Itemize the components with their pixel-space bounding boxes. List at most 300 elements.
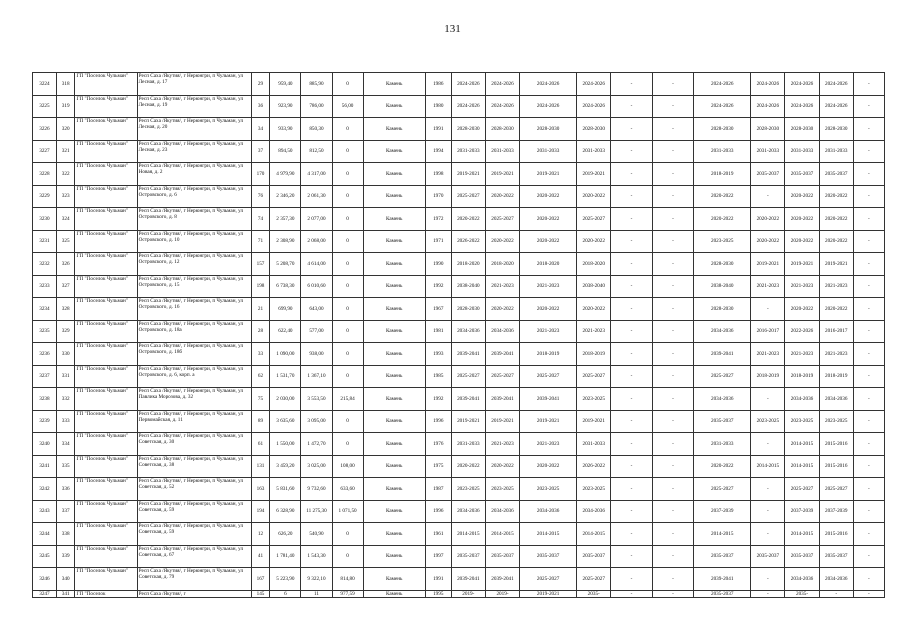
cell-no: 329	[56, 320, 75, 343]
cell-id: 3243	[33, 500, 57, 523]
cell-y5: 2035-2037	[694, 410, 751, 433]
cell-y4: 2023-2025	[577, 478, 611, 501]
cell-mat: Камень	[363, 590, 425, 597]
cell-y4: 2031-2033	[577, 140, 611, 163]
cell-d1: -	[611, 298, 652, 321]
cell-y4: 2020-2022	[577, 298, 611, 321]
cell-id: 3233	[33, 275, 57, 298]
cell-y6: 2018-2019	[751, 365, 785, 388]
cell-org: ГП "Поселок Чульман"	[75, 545, 137, 568]
cell-id: 3238	[33, 388, 57, 411]
table-row	[33, 433, 885, 456]
table-row	[33, 253, 885, 276]
cell-d2: -	[652, 455, 693, 478]
cell-y2: 2019-2021	[485, 410, 519, 433]
cell-y4: 2034-2036	[577, 500, 611, 523]
cell-mat: Камень	[363, 73, 425, 96]
cell-e: -	[853, 343, 884, 366]
cell-year: 1991	[425, 118, 451, 141]
cell-d1: -	[611, 410, 652, 433]
cell-d1: -	[611, 118, 652, 141]
cell-c4: 0	[332, 410, 363, 433]
cell-org: ГП "Поселок	[75, 590, 137, 597]
cell-c1: 194	[251, 500, 270, 523]
cell-c4: 0	[332, 118, 363, 141]
table-row	[33, 500, 885, 523]
cell-y3: 2035-2037	[520, 545, 577, 568]
cell-y3: 2031-2033	[520, 140, 577, 163]
cell-e: -	[853, 320, 884, 343]
cell-y8: 2020-2022	[819, 298, 853, 321]
cell-d1: -	[611, 73, 652, 96]
cell-c4: 814,80	[332, 568, 363, 591]
cell-d2: -	[652, 590, 693, 597]
cell-d1: -	[611, 433, 652, 456]
cell-d1: -	[611, 163, 652, 186]
cell-y4: 2018-2019	[577, 343, 611, 366]
cell-y6: 2024-2026	[751, 73, 785, 96]
cell-y7: 2020-2022	[785, 208, 819, 231]
cell-d1: -	[611, 320, 652, 343]
cell-mat: Камень	[363, 455, 425, 478]
cell-y1: 2034-2036	[451, 320, 485, 343]
cell-y3: 2024-2026	[520, 73, 577, 96]
cell-d2: -	[652, 140, 693, 163]
cell-c4: 108,00	[332, 455, 363, 478]
cell-addr: Респ Саха /Якутия/, г Нерюнгри, п Чульман, ул Островского, д. 8	[137, 208, 251, 231]
cell-y8: 2016-2017	[819, 320, 853, 343]
cell-d1: -	[611, 230, 652, 253]
cell-id: 3235	[33, 320, 57, 343]
cell-y8: 2023-2025	[819, 410, 853, 433]
cell-mat: Камень	[363, 568, 425, 591]
cell-addr: Респ Саха /Якутия/, г Нерюнгри, п Чульман, ул Островского, д. 6, корп. а	[137, 365, 251, 388]
cell-y2: 2020-2022	[485, 185, 519, 208]
cell-org: ГП "Поселок Чульман"	[75, 365, 137, 388]
cell-c4: 1 071,50	[332, 500, 363, 523]
cell-id: 3226	[33, 118, 57, 141]
cell-y2: 2019-2021	[485, 163, 519, 186]
cell-addr: Респ Саха /Якутия/, г Нерюнгри, п Чульман, ул Советская, д. 59	[137, 523, 251, 546]
cell-y2: 2028-2030	[485, 118, 519, 141]
cell-c4: 977,59	[332, 590, 363, 597]
cell-d1: -	[611, 253, 652, 276]
cell-y1: 2025-2027	[451, 365, 485, 388]
cell-e: -	[853, 230, 884, 253]
cell-addr: Респ Саха /Якутия/, г Нерюнгри, п Чульман, ул Островского, д. 12	[137, 253, 251, 276]
cell-y6: -	[751, 185, 785, 208]
cell-y5: 2038-2040	[694, 275, 751, 298]
cell-y1: 2026-2022	[451, 230, 485, 253]
cell-y7: 2035-2037	[785, 545, 819, 568]
table-row	[33, 388, 885, 411]
cell-y8: 2019-2021	[819, 253, 853, 276]
cell-org: ГП "Поселок Чульман"	[75, 478, 137, 501]
cell-c2: 1 781,40	[270, 545, 301, 568]
cell-y1: 2020-2022	[451, 455, 485, 478]
cell-c2: 622,40	[270, 320, 301, 343]
cell-id: 3232	[33, 253, 57, 276]
cell-e: -	[853, 433, 884, 456]
cell-y8: 2028-2030	[819, 118, 853, 141]
cell-e: -	[853, 568, 884, 591]
cell-d2: -	[652, 343, 693, 366]
cell-mat: Камень	[363, 343, 425, 366]
cell-y7: 2035-	[785, 590, 819, 597]
cell-c3: 9 322,10	[301, 568, 332, 591]
cell-e: -	[853, 298, 884, 321]
cell-y4: 2025-2027	[577, 568, 611, 591]
cell-y8: 2020-2022	[819, 230, 853, 253]
cell-c4: 0	[332, 545, 363, 568]
cell-y1: 2038-2040	[451, 275, 485, 298]
cell-c4: 0	[332, 320, 363, 343]
cell-addr: Респ Саха /Якутия/, г Нерюнгри, п Чульман, ул Островского, д. 10	[137, 230, 251, 253]
cell-y3: 2020-2022	[520, 298, 577, 321]
cell-e: -	[853, 253, 884, 276]
cell-year: 1992	[425, 275, 451, 298]
cell-no: 324	[56, 208, 75, 231]
cell-no: 336	[56, 478, 75, 501]
cell-d2: -	[652, 118, 693, 141]
cell-y2: 2023-2025	[485, 478, 519, 501]
cell-c4: 0	[332, 523, 363, 546]
cell-d1: -	[611, 275, 652, 298]
cell-c2: 1 090,00	[270, 343, 301, 366]
cell-c2: 5 831,60	[270, 478, 301, 501]
cell-y8: -	[819, 590, 853, 597]
cell-e: -	[853, 455, 884, 478]
cell-org: ГП "Поселок Чульман"	[75, 455, 137, 478]
cell-id: 3236	[33, 343, 57, 366]
cell-y6: -	[751, 523, 785, 546]
cell-c1: 74	[251, 208, 270, 231]
cell-c4: 0	[332, 185, 363, 208]
cell-y7: 2034-2036	[785, 388, 819, 411]
cell-y4: 2014-2015	[577, 523, 611, 546]
cell-org: ГП "Поселок Чульман"	[75, 73, 137, 96]
cell-d1: -	[611, 95, 652, 118]
cell-c1: 29	[251, 73, 270, 96]
cell-e: -	[853, 73, 884, 96]
cell-y1: 2024-2026	[451, 73, 485, 96]
cell-c3: 2 061,30	[301, 185, 332, 208]
cell-c2: 959,40	[270, 73, 301, 96]
cell-d2: -	[652, 163, 693, 186]
cell-d1: -	[611, 388, 652, 411]
cell-y4: 2031-2033	[577, 433, 611, 456]
cell-y5: 2039-2041	[694, 343, 751, 366]
cell-addr: Респ Саха /Якутия/, г Нерюнгри, п Чульман, ул Советская, д. 79	[137, 568, 251, 591]
table-row	[33, 298, 885, 321]
cell-c3: 1 367,10	[301, 365, 332, 388]
cell-y5: 2035-2037	[694, 545, 751, 568]
cell-y8: 2018-2019	[819, 365, 853, 388]
cell-y3: 2023-2025	[520, 478, 577, 501]
cell-org: ГП "Поселок Чульман"	[75, 118, 137, 141]
table-row	[33, 410, 885, 433]
cell-c1: 131	[251, 455, 270, 478]
cell-d2: -	[652, 568, 693, 591]
cell-c3: 4 614,00	[301, 253, 332, 276]
cell-c1: 167	[251, 568, 270, 591]
cell-org: ГП "Поселок Чульман"	[75, 343, 137, 366]
cell-y8: 2020-2022	[819, 185, 853, 208]
cell-y7: 2037-2039	[785, 500, 819, 523]
cell-id: 3229	[33, 185, 57, 208]
cell-y2: 2025-2027	[485, 208, 519, 231]
cell-y8: 2015-2016	[819, 433, 853, 456]
cell-c2: 6 328,90	[270, 500, 301, 523]
cell-year: 1961	[425, 523, 451, 546]
cell-y1: 2020-2022	[451, 208, 485, 231]
cell-year: 1995	[425, 590, 451, 597]
cell-y4: 2023-2025	[577, 388, 611, 411]
table-row	[33, 320, 885, 343]
cell-y1: 2039-2041	[451, 388, 485, 411]
cell-org: ГП "Поселок Чульман"	[75, 95, 137, 118]
cell-y6: 2028-2030	[751, 118, 785, 141]
cell-c2: 2 030,00	[270, 388, 301, 411]
cell-y4: 2028-2030	[577, 118, 611, 141]
cell-mat: Камень	[363, 500, 425, 523]
cell-d1: -	[611, 365, 652, 388]
cell-id: 3228	[33, 163, 57, 186]
cell-org: ГП "Поселок Чульман"	[75, 140, 137, 163]
cell-c4: 0	[332, 230, 363, 253]
cell-c2: 6	[270, 590, 301, 597]
cell-c4: 56,00	[332, 95, 363, 118]
cell-e: -	[853, 545, 884, 568]
cell-y2: 2034-2036	[485, 320, 519, 343]
cell-y1: 2023-2025	[451, 478, 485, 501]
cell-y7: 2023-2025	[785, 410, 819, 433]
cell-id: 3224	[33, 73, 57, 96]
cell-y8: 2021-2023	[819, 343, 853, 366]
cell-y3: 2018-2020	[520, 253, 577, 276]
table-row	[33, 523, 885, 546]
cell-d1: -	[611, 343, 652, 366]
cell-c4: 0	[332, 140, 363, 163]
cell-c3: 3 025,00	[301, 455, 332, 478]
cell-y8: 2037-2039	[819, 500, 853, 523]
cell-c4: 0	[332, 298, 363, 321]
cell-year: 1998	[425, 163, 451, 186]
cell-d2: -	[652, 253, 693, 276]
cell-y7: 2024-2026	[785, 95, 819, 118]
cell-id: 3231	[33, 230, 57, 253]
cell-year: 1992	[425, 388, 451, 411]
cell-mat: Камень	[363, 163, 425, 186]
cell-c1: 163	[251, 478, 270, 501]
cell-org: ГП "Поселок Чульман"	[75, 320, 137, 343]
cell-c1: 170	[251, 163, 270, 186]
cell-y3: 2025-2027	[520, 568, 577, 591]
cell-c4: 0	[332, 365, 363, 388]
cell-d2: -	[652, 388, 693, 411]
cell-addr: Респ Саха /Якутия/, г Нерюнгри, п Чульман, ул Новая, д. 2	[137, 163, 251, 186]
cell-y6: -	[751, 388, 785, 411]
cell-y7: 2020-2022	[785, 298, 819, 321]
cell-y7: 2014-2015	[785, 455, 819, 478]
cell-c3: 643,00	[301, 298, 332, 321]
cell-y6: 2020-2022	[751, 230, 785, 253]
cell-c3: 812,50	[301, 140, 332, 163]
cell-year: 1993	[425, 343, 451, 366]
cell-c3: 885,90	[301, 73, 332, 96]
cell-org: ГП "Поселок Чульман"	[75, 230, 137, 253]
table-row	[33, 73, 885, 96]
cell-id: 3225	[33, 95, 57, 118]
cell-org: ГП "Поселок Чульман"	[75, 568, 137, 591]
cell-y4: 2025-2027	[577, 208, 611, 231]
cell-y3: 2020-2022	[520, 185, 577, 208]
cell-y2: 2020-2022	[485, 230, 519, 253]
cell-c1: 34	[251, 118, 270, 141]
table-row	[33, 185, 885, 208]
cell-y6: -	[751, 500, 785, 523]
cell-y5: 2025-2027	[694, 365, 751, 388]
cell-y5: 2028-2030	[694, 118, 751, 141]
cell-id: 3234	[33, 298, 57, 321]
cell-y8: 2035-2037	[819, 545, 853, 568]
cell-c4: 0	[332, 163, 363, 186]
cell-y6: 2035-2037	[751, 163, 785, 186]
cell-y5: 2023-2025	[694, 230, 751, 253]
cell-c1: 36	[251, 95, 270, 118]
cell-c2: 5 208,70	[270, 253, 301, 276]
page-number: 131	[444, 23, 461, 35]
cell-y1: 2028-2030	[451, 298, 485, 321]
cell-id: 3245	[33, 545, 57, 568]
cell-year: 1981	[425, 320, 451, 343]
table-row	[33, 455, 885, 478]
cell-y2: 2018-2020	[485, 253, 519, 276]
cell-c3: 786,00	[301, 95, 332, 118]
cell-c1: 41	[251, 545, 270, 568]
cell-y3: 2019-2021	[520, 163, 577, 186]
cell-c3: 11 275,30	[301, 500, 332, 523]
cell-y2: 2039-2041	[485, 343, 519, 366]
table-body	[33, 73, 885, 598]
cell-d2: -	[652, 185, 693, 208]
cell-no: 335	[56, 455, 75, 478]
cell-mat: Камень	[363, 275, 425, 298]
cell-mat: Камень	[363, 140, 425, 163]
cell-year: 1967	[425, 298, 451, 321]
table-row	[33, 545, 885, 568]
cell-e: -	[853, 523, 884, 546]
cell-id: 3237	[33, 365, 57, 388]
cell-y5: 2025-2027	[694, 478, 751, 501]
cell-y5: 2014-2015	[694, 523, 751, 546]
cell-d2: -	[652, 230, 693, 253]
cell-c2: 3 459,20	[270, 455, 301, 478]
table-row	[33, 95, 885, 118]
cell-c3: 540,90	[301, 523, 332, 546]
cell-org: ГП "Поселок Чульман"	[75, 410, 137, 433]
cell-no: 341	[56, 590, 75, 597]
cell-y4: 2026-2022	[577, 455, 611, 478]
cell-d2: -	[652, 410, 693, 433]
cell-year: 1991	[425, 568, 451, 591]
cell-y1: 2014-2015	[451, 523, 485, 546]
cell-year: 1986	[425, 73, 451, 96]
cell-y6: -	[751, 433, 785, 456]
cell-addr: Респ Саха /Якутия/, г Нерюнгри, п Чульман, ул Островского, д. 16	[137, 298, 251, 321]
cell-e: -	[853, 275, 884, 298]
cell-e: -	[853, 500, 884, 523]
cell-e: -	[853, 95, 884, 118]
cell-y3: 2021-2023	[520, 433, 577, 456]
cell-no: 332	[56, 388, 75, 411]
cell-y5: 2024-2026	[694, 95, 751, 118]
cell-d2: -	[652, 320, 693, 343]
cell-c1: 75	[251, 388, 270, 411]
cell-y6: 2023-2025	[751, 410, 785, 433]
cell-y5: 2031-2033	[694, 140, 751, 163]
cell-addr: Респ Саха /Якутия/, г Нерюнгри, п Чульман, ул Лесная, д. 17	[137, 73, 251, 96]
cell-d1: -	[611, 455, 652, 478]
cell-e: -	[853, 590, 884, 597]
cell-y2: 2020-2022	[485, 455, 519, 478]
cell-d1: -	[611, 208, 652, 231]
cell-mat: Камень	[363, 208, 425, 231]
cell-y2: 2025-2027	[485, 365, 519, 388]
cell-year: 1996	[425, 410, 451, 433]
cell-e: -	[853, 478, 884, 501]
cell-y2: 2021-2023	[485, 275, 519, 298]
cell-y6: -	[751, 298, 785, 321]
cell-y5: 2034-2036	[694, 388, 751, 411]
cell-id: 3247	[33, 590, 57, 597]
cell-c2: 699,90	[270, 298, 301, 321]
cell-mat: Камень	[363, 253, 425, 276]
cell-y1: 2035-2037	[451, 545, 485, 568]
cell-c3: 6 010,60	[301, 275, 332, 298]
cell-e: -	[853, 410, 884, 433]
cell-c1: 145	[251, 590, 270, 597]
cell-e: -	[853, 185, 884, 208]
cell-org: ГП "Поселок Чульман"	[75, 208, 137, 231]
cell-y4: 2019-2021	[577, 163, 611, 186]
cell-c3: 3 095,00	[301, 410, 332, 433]
cell-y1: 2024-2026	[451, 95, 485, 118]
cell-c3: 850,30	[301, 118, 332, 141]
cell-y4: 2024-2026	[577, 95, 611, 118]
cell-mat: Камень	[363, 478, 425, 501]
cell-y8: 2035-2037	[819, 163, 853, 186]
cell-y1: 2019-	[451, 590, 485, 597]
cell-d1: -	[611, 140, 652, 163]
cell-y1: 2031-2033	[451, 140, 485, 163]
cell-no: 330	[56, 343, 75, 366]
cell-no: 328	[56, 298, 75, 321]
cell-no: 339	[56, 545, 75, 568]
cell-d2: -	[652, 478, 693, 501]
cell-addr: Респ Саха /Якутия/, г Нерюнгри, п Чульман, ул Островского, д. 6	[137, 185, 251, 208]
cell-y1: 2019-2021	[451, 410, 485, 433]
cell-c3: 1 472,70	[301, 433, 332, 456]
cell-y4: 2020-2022	[577, 230, 611, 253]
table-row	[33, 343, 885, 366]
cell-id: 3246	[33, 568, 57, 591]
cell-addr: Респ Саха /Якутия/, г Нерюнгри, п Чульман, ул Советская, д. 30	[137, 433, 251, 456]
cell-y3: 2021-2023	[520, 275, 577, 298]
cell-mat: Камень	[363, 118, 425, 141]
cell-y3: 2025-2027	[520, 365, 577, 388]
cell-y8: 2015-2016	[819, 455, 853, 478]
